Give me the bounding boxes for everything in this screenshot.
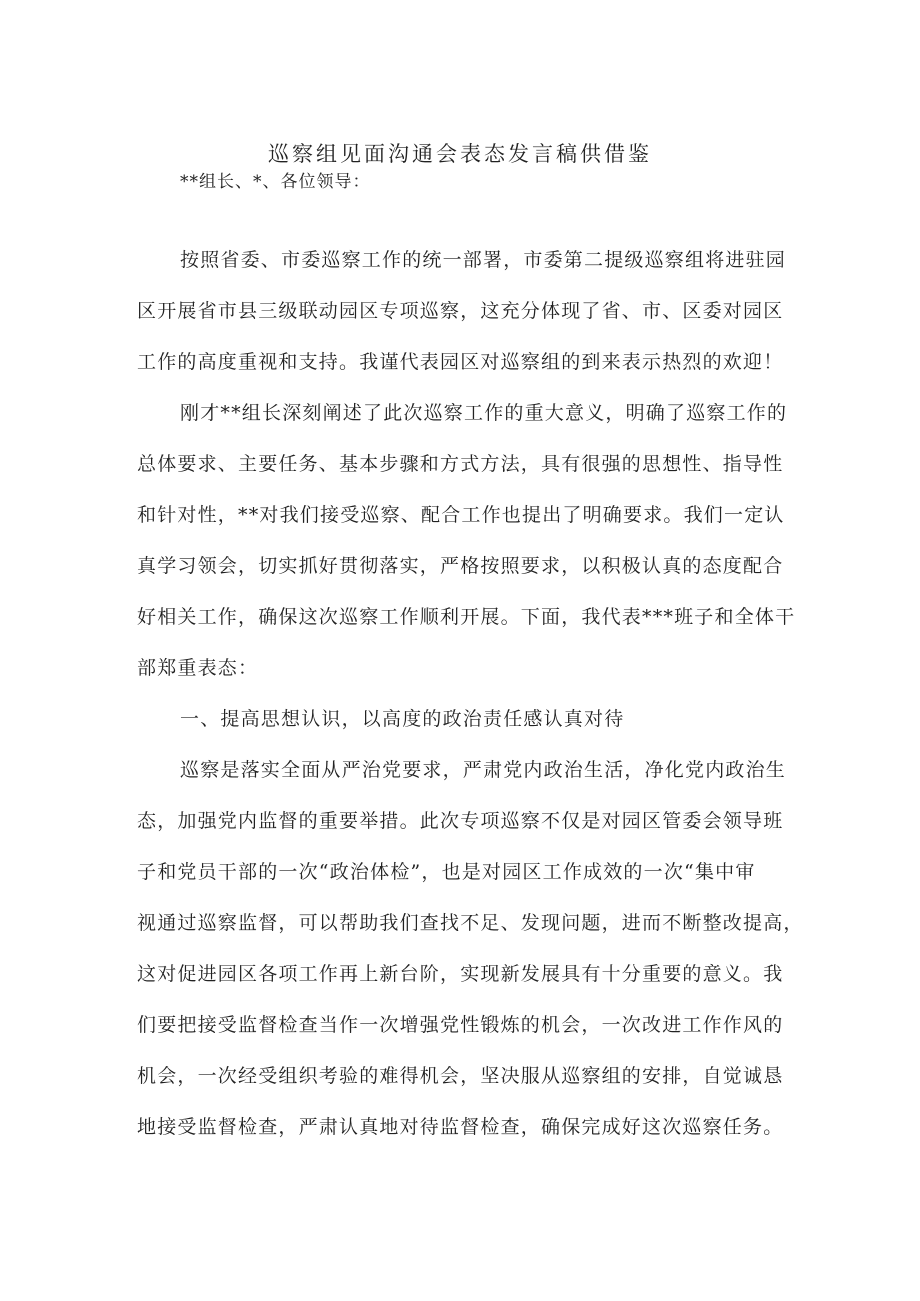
salutation: **组长、*、各位领导： [180,172,371,192]
paragraph-3-line-5: 这对促进园区各项工作再上新台阶，实现新发展具有十分重要的意义。我 [137,963,784,985]
paragraph-1-line-1: 按照省委、市委巡察工作的统一部署，市委第二提级巡察组将进驻园 [180,249,787,271]
paragraph-2-line-4: 真学习领会，切实抓好贯彻落实，严格按照要求，以积极认真的态度配合 [137,555,784,577]
paragraph-2-line-1: 刚才**组长深刻阐述了此次巡察工作的重大意义，明确了巡察工作的 [180,402,788,424]
paragraph-3-line-2: 态，加强党内监督的重要举措。此次专项巡察不仅是对园区管委会领导班 [137,810,784,832]
paragraph-3-line-1: 巡察是落实全面从严治党要求，严肃党内政治生活，净化党内政治生 [180,759,787,781]
paragraph-2-line-5: 好相关工作，确保这次巡察工作顺利开展。下面，我代表***班子和全体干 [137,606,796,628]
paragraph-3-line-4: 视通过巡察监督，可以帮助我们查找不足、发现问题，进而不断整改提高， [137,912,804,934]
paragraph-3-line-6: 们要把接受监督检查当作一次增强党性锻炼的机会，一次改进工作作风的 [137,1014,784,1036]
document-title: 巡察组见面沟通会表态发言稿供借鉴 [268,142,652,166]
paragraph-1-line-3: 工作的高度重视和支持。我谨代表园区对巡察组的到来表示热烈的欢迎！ [137,351,784,373]
paragraph-1-line-2: 区开展省市县三级联动园区专项巡察，这充分体现了省、市、区委对园区 [137,300,784,322]
paragraph-3-line-7: 机会，一次经受组织考验的难得机会，坚决服从巡察组的安排，自觉诚恳 [137,1065,784,1087]
paragraph-3-line-8: 地接受监督检查，严肃认真地对待监督检查，确保完成好这次巡察任务。 [137,1116,784,1138]
section-heading-1: 一、提高思想认识，以高度的政治责任感认真对待 [180,708,625,730]
paragraph-2-line-3: 和针对性，**对我们接受巡察、配合工作也提出了明确要求。我们一定认 [137,504,785,526]
paragraph-2-line-6: 部郑重表态： [137,657,259,679]
paragraph-3-line-3: 子和党员干部的一次“政治体检”，也是对园区工作成效的一次“集中审 [137,861,756,883]
paragraph-2-line-2: 总体要求、主要任务、基本步骤和方式方法，具有很强的思想性、指导性 [137,453,784,475]
